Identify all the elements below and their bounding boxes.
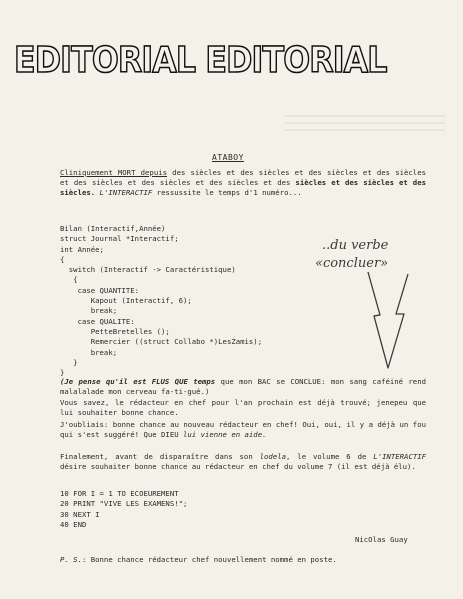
paragraph-bac [60, 377, 426, 397]
ps-text: : Bonne chance rédacteur chef nouvellement nommé en poste. [81, 555, 337, 564]
para4-e: désire souhaiter bonne chance au rédacteur en chef du volume 7 (il est déjà élu). [60, 462, 416, 472]
code-line: switch (Interactif -> Caractéristique) [60, 265, 236, 275]
signature: NicOlas Guay [355, 535, 408, 544]
code-line: case QUALITE: [60, 316, 135, 326]
para3-italic: lui vienne en aide. [183, 430, 267, 440]
code-line: } [60, 368, 65, 378]
intro-end: ressussite le temps d'1 numéro... [152, 188, 302, 198]
para1-rest: que mon BAC se CONCLUE: mon sang caféiné rend malalalade mon cerveau fa-ti-gué.) [60, 377, 426, 397]
postscript [60, 555, 337, 564]
basic-line: 10 FOR I = 1 TO ECOEUREMENT [60, 489, 179, 498]
code-line: { [60, 254, 65, 264]
bleed-through-lines [285, 115, 445, 145]
para4-b: lodela [259, 452, 286, 461]
masthead [14, 38, 387, 84]
code-line: break; [60, 347, 118, 357]
handwritten-note-line1: ..du verbe [322, 238, 389, 253]
para4-c: , le volume 6 de [286, 452, 374, 461]
intro-bold: siècles et des siècles et des siècles. [60, 178, 426, 198]
paragraph-redacteur: Vous savez, le rédacteur en chef pour l'an prochain est déjà trouvé; jenepeu que lui souhaiter bonne chance. [60, 398, 426, 418]
masthead-text: EDITORIAL EDITORIAL [14, 40, 387, 81]
code-line: struct Journal *Interactif; [60, 234, 179, 244]
para1-bolditalic: (Je pense qu'il est FLUS QUE temps [60, 377, 216, 386]
code-line: Bilan (Interactif,Année) [60, 224, 166, 233]
handwritten-arrow-icon [360, 270, 415, 375]
c-code-block [60, 224, 262, 378]
code-line: case QUANTITE: [60, 285, 140, 295]
code-line: } [60, 357, 78, 367]
intro-italic: L'INTERACTIF [95, 188, 153, 198]
intro-rest: des siècles et des siècles et des siècles et des siècles et des siècles et des siècles et des siècles et des [60, 168, 426, 188]
paragraph-oubliais [60, 420, 426, 440]
para3-text: J'oubliais: bonne chance au nouveau rédacteur en chef! Oui, oui, il y a déjà un fou qui s'est suggéré! Que DIEU [60, 420, 426, 440]
para4-a: Finalement, avant de disparaître dans son [60, 452, 260, 461]
basic-line: 20 PRINT "VIVE LES EXAMENS!"; [60, 499, 188, 509]
code-line: Remercier ((struct Collabo *)LesZamis); [60, 337, 263, 347]
code-line: break; [60, 306, 118, 316]
code-line: { [60, 275, 78, 285]
intro-paragraph [60, 168, 426, 199]
code-line: PetteBretelles (); [60, 326, 170, 336]
code-line: Kapout (Interactif, 6); [60, 296, 192, 306]
article-title: ATABOY [212, 153, 244, 162]
paragraph-finalement [60, 452, 426, 472]
ps-label: P. S. [60, 555, 82, 564]
code-line: int Année; [60, 244, 104, 254]
basic-line: 40 END [60, 519, 87, 529]
handwritten-note-line2: «concluer» [315, 256, 389, 271]
para4-d: L'INTERACTIF [373, 452, 427, 461]
intro-underlined: Cliniquement MORT depuis [60, 168, 167, 177]
basic-line: 30 NEXT I [60, 509, 100, 519]
basic-code-block [60, 489, 187, 530]
